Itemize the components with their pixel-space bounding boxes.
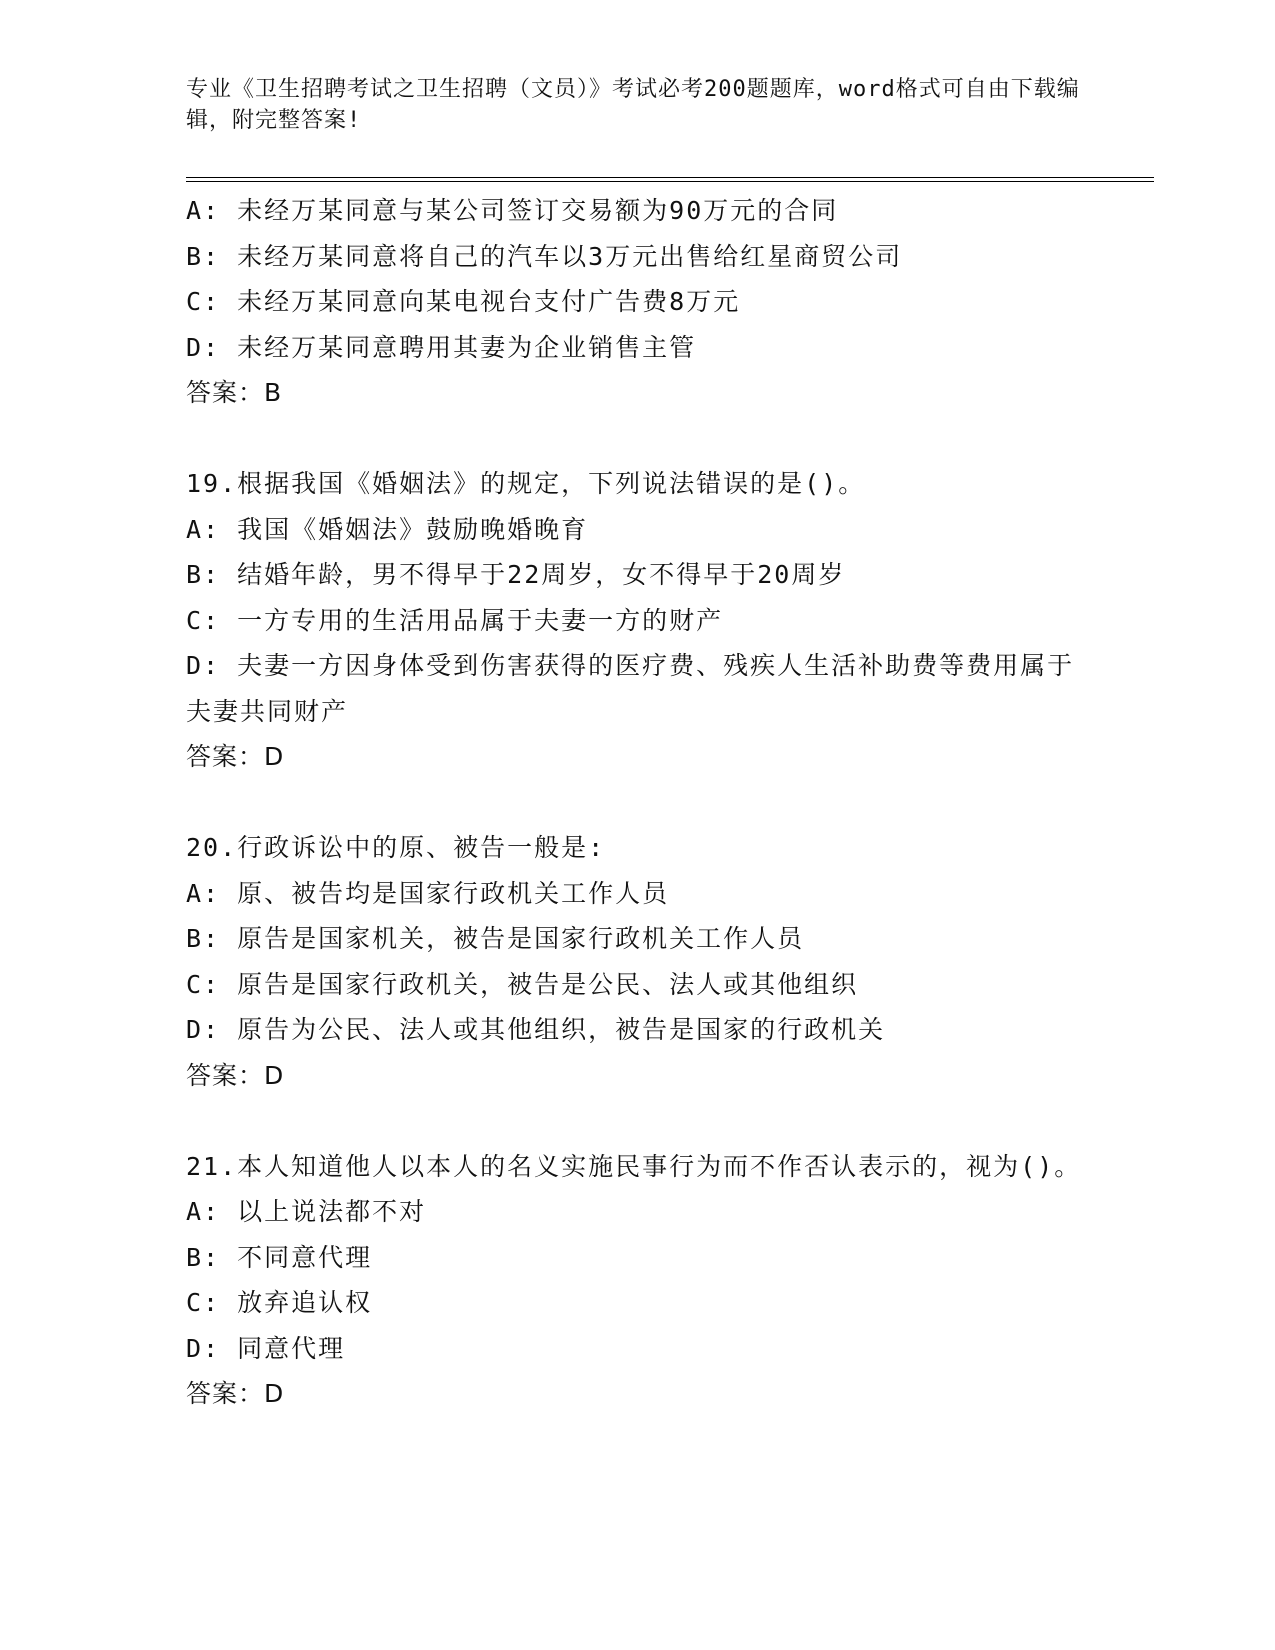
option-c: C: 原告是国家行政机关，被告是公民、法人或其他组织 xyxy=(186,969,859,999)
option-b: B: 原告是国家机关，被告是国家行政机关工作人员 xyxy=(186,924,805,953)
option-d: D: 原告为公民、法人或其他组织，被告是国家的行政机关 xyxy=(186,1015,886,1044)
answer-line: 答案：D xyxy=(186,1060,285,1090)
question-text: 20.行政诉讼中的原、被告一般是: xyxy=(186,833,606,862)
option-a: A: 未经万某同意与某公司签订交易额为90万元的合同 xyxy=(186,196,839,225)
spacer xyxy=(186,780,1086,826)
answer-line: 答案：D xyxy=(186,1379,285,1408)
answer-line: 答案：D xyxy=(186,742,285,771)
option-a: A: 我国《婚姻法》鼓励晚婚晚育 xyxy=(186,514,589,544)
option-b: B: 未经万某同意将自己的汽车以3万元出售给红星商贸公司 xyxy=(186,241,903,271)
option-b: B: 不同意代理 xyxy=(186,1242,373,1272)
option-d: D: 同意代理 xyxy=(186,1333,346,1363)
question-text: 19.根据我国《婚姻法》的规定，下列说法错误的是()。 xyxy=(186,469,866,498)
answer-line: 答案：B xyxy=(186,378,283,407)
option-d: D: 未经万某同意聘用其妻为企业销售主管 xyxy=(186,332,697,362)
question-block-19 xyxy=(186,461,1086,780)
document-header: 专业《卫生招聘考试之卫生招聘（文员）》考试必考200题题库，word格式可自由下载编辑，附完整答案! xyxy=(186,77,1080,133)
header-divider-bottom xyxy=(186,181,1154,182)
option-c: C: 未经万某同意向某电视台支付广告费8万元 xyxy=(186,287,741,316)
question-block-20 xyxy=(186,825,1086,1098)
question-block-21 xyxy=(186,1144,1086,1417)
option-a: A: 以上说法都不对 xyxy=(186,1197,427,1226)
option-c: C: 放弃追认权 xyxy=(186,1288,373,1317)
spacer xyxy=(186,416,1086,462)
option-d: D: 夫妻一方因身体受到伤害获得的医疗费、残疾人生活补助费等费用属于夫妻共同财产 xyxy=(186,651,1075,726)
question-block-18 xyxy=(186,188,1086,416)
question-text: 21.本人知道他人以本人的名义实施民事行为而不作否认表示的，视为()。 xyxy=(186,1151,1082,1181)
option-a: A: 原、被告均是国家行政机关工作人员 xyxy=(186,878,670,908)
option-c: C: 一方专用的生活用品属于夫妻一方的财产 xyxy=(186,605,724,635)
spacer xyxy=(186,1098,1086,1144)
option-b: B: 结婚年龄，男不得早于22周岁，女不得早于20周岁 xyxy=(186,560,846,589)
question-list xyxy=(186,188,1086,1417)
header-divider-top xyxy=(186,177,1154,178)
